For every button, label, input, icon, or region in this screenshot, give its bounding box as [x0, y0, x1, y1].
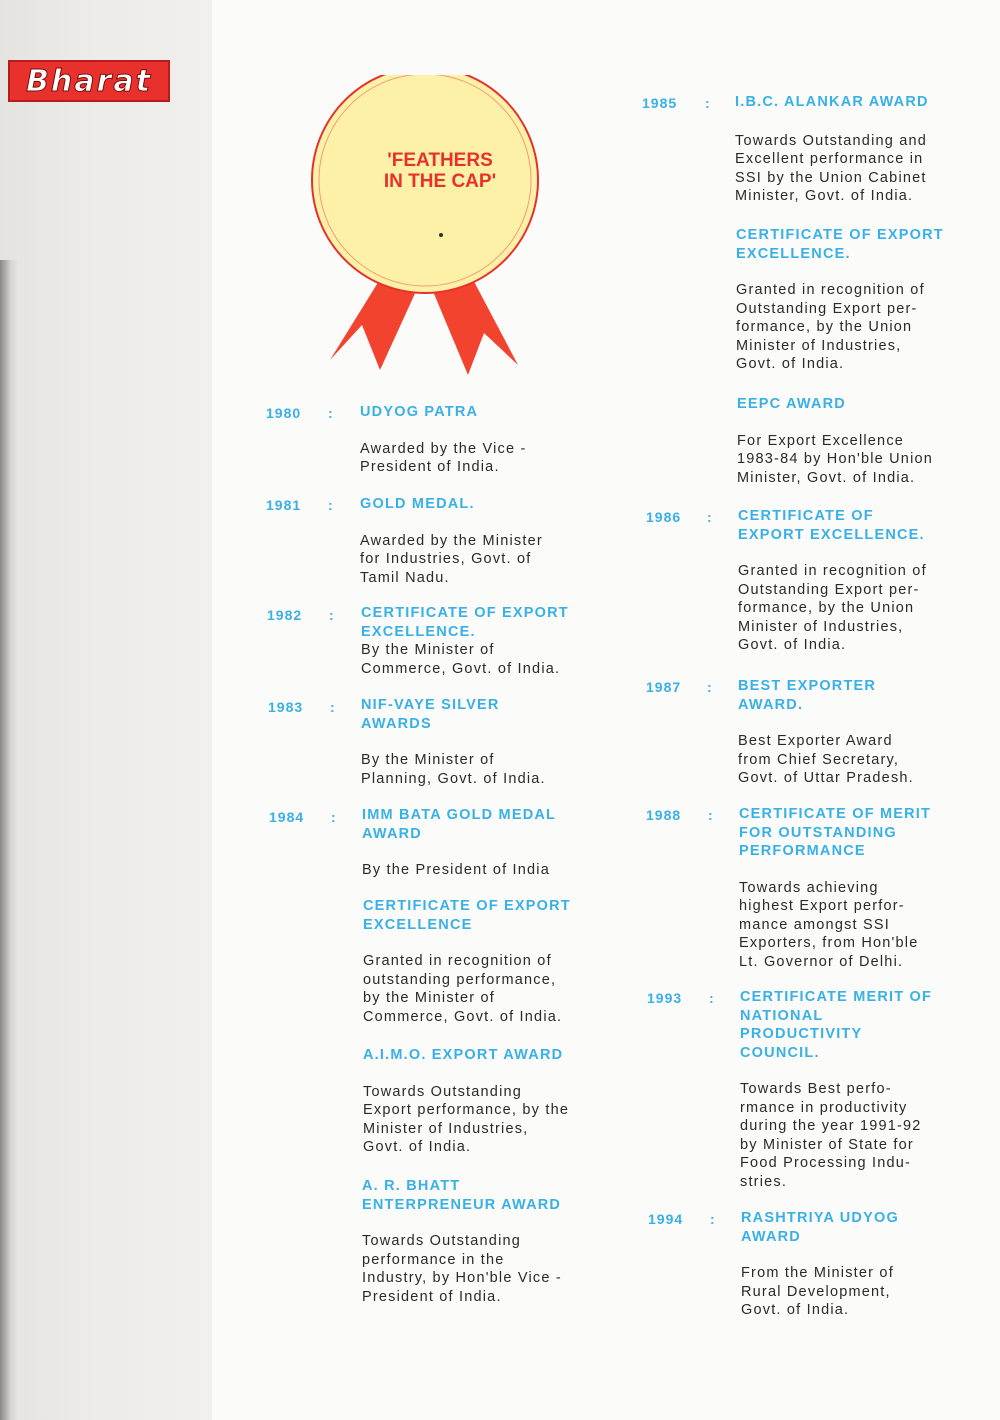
year-1993: 1993 [647, 990, 683, 1006]
award-title: A. R. BHATT ENTERPRENEUR AWARD [362, 1178, 562, 1213]
award-description: Awarded by the Minister for Industries, Govt. of Tamil Nadu. [360, 532, 543, 586]
award-description: Towards achieving highest Export perfor- mance amongst SSI Exporters, from Hon'ble Lt. Governor of Delhi. [739, 879, 919, 970]
award-entry [363, 1046, 581, 1157]
award-entry [741, 1209, 959, 1320]
award-description: Granted in recognition of Outstanding Export per- formance, by the Union Minister of Industries, Govt. of India. [736, 282, 925, 372]
award-entry [363, 897, 581, 1026]
page-spine [0, 0, 212, 1420]
award-title: EEPC AWARD [737, 396, 846, 412]
award-title: CERTIFICATE OF EXPORT EXCELLENCE [363, 898, 571, 933]
award-description: Awarded by the Vice - President of India. [360, 440, 527, 475]
award-title: CERTIFICATE OF EXPORT EXCELLENCE. [738, 508, 925, 543]
award-title: I.B.C. ALANKAR AWARD [735, 94, 929, 110]
binding-shadow [0, 260, 18, 1420]
award-entry [739, 805, 957, 971]
award-description: From the Minister of Rural Development, Govt. of India. [741, 1265, 894, 1318]
award-description: Towards Outstanding performance in the Industry, by Hon'ble Vice - President of India. [362, 1233, 562, 1305]
award-description: Towards Outstanding Export performance, by the Minister of Industries, Govt. of India. [363, 1083, 570, 1155]
year-1981: 1981 [266, 497, 302, 513]
award-title: BEST EXPORTER AWARD. [738, 678, 877, 713]
award-description: For Export Excellence 1983-84 by Hon'ble Union Minister, Govt. of India. [737, 432, 934, 486]
medal-title [325, 150, 555, 192]
award-title: IMM BATA GOLD MEDAL AWARD [362, 807, 557, 842]
year-1994: 1994 [648, 1211, 684, 1227]
award-title: RASHTRIYA UDYOG AWARD [741, 1210, 899, 1245]
award-description: Granted in recognition of Outstanding Export per- formance, by the Union Minister of Industries, Govt. of India. [738, 563, 927, 653]
award-entry [736, 226, 954, 374]
award-title: CERTIFICATE MERIT OF NATIONAL PRODUCTIVITY COUNCIL. [740, 989, 933, 1061]
bharat-logo [8, 60, 170, 102]
award-entry [738, 507, 956, 655]
award-description: By the President of India [362, 862, 550, 878]
award-entry [361, 604, 579, 678]
award-entry [735, 93, 953, 206]
year-1980: 1980 [266, 405, 302, 421]
year-1988: 1988 [646, 807, 682, 823]
award-title: A.I.M.O. EXPORT AWARD [363, 1047, 564, 1063]
award-description: Towards Best perfo- rmance in productivity during the year 1991-92 by Minister of State for Food Processing Indu- stries. [740, 1081, 922, 1190]
award-title: CERTIFICATE OF MERIT FOR OUTSTANDING PERFORMANCE [739, 806, 932, 859]
award-title: CERTIFICATE OF EXPORT EXCELLENCE. [361, 605, 569, 640]
award-entry [361, 696, 579, 788]
award-entry [740, 988, 958, 1191]
logo-text: Bharat [26, 63, 152, 99]
award-description: Towards Outstanding and Excellent performance in SSI by the Union Cabinet Minister, Govt. of India. [735, 132, 928, 204]
year-1987: 1987 [646, 679, 682, 695]
award-description: Best Exporter Award from Chief Secretary, Govt. of Uttar Pradesh. [738, 733, 914, 786]
award-entry [362, 806, 580, 880]
award-title: CERTIFICATE OF EXPORT EXCELLENCE. [736, 227, 944, 262]
award-description: By the Minister of Planning, Govt. of India. [361, 752, 546, 787]
medal-rosette-icon [300, 75, 550, 385]
year-1982: 1982 [267, 607, 303, 623]
year-1983: 1983 [268, 699, 304, 715]
medal-title-line2: IN THE CAP' [383, 171, 497, 192]
medal-title-line1: 'FEATHERS [387, 150, 493, 171]
award-title: UDYOG PATRA [360, 404, 479, 420]
award-entry [360, 495, 578, 587]
year-1984: 1984 [269, 809, 305, 825]
award-description: By the Minister of Commerce, Govt. of India. [361, 642, 561, 677]
year-1986: 1986 [646, 509, 682, 525]
award-entry [737, 395, 955, 487]
award-title: GOLD MEDAL. [360, 496, 475, 512]
award-title: NIF-VAYE SILVER AWARDS [361, 697, 500, 732]
year-1985: 1985 [642, 95, 678, 111]
award-entry [362, 1177, 580, 1306]
award-entry [738, 677, 956, 788]
award-description: Granted in recognition of outstanding performance, by the Minister of Commerce, Govt. of India. [363, 953, 563, 1025]
award-entry [360, 403, 578, 477]
